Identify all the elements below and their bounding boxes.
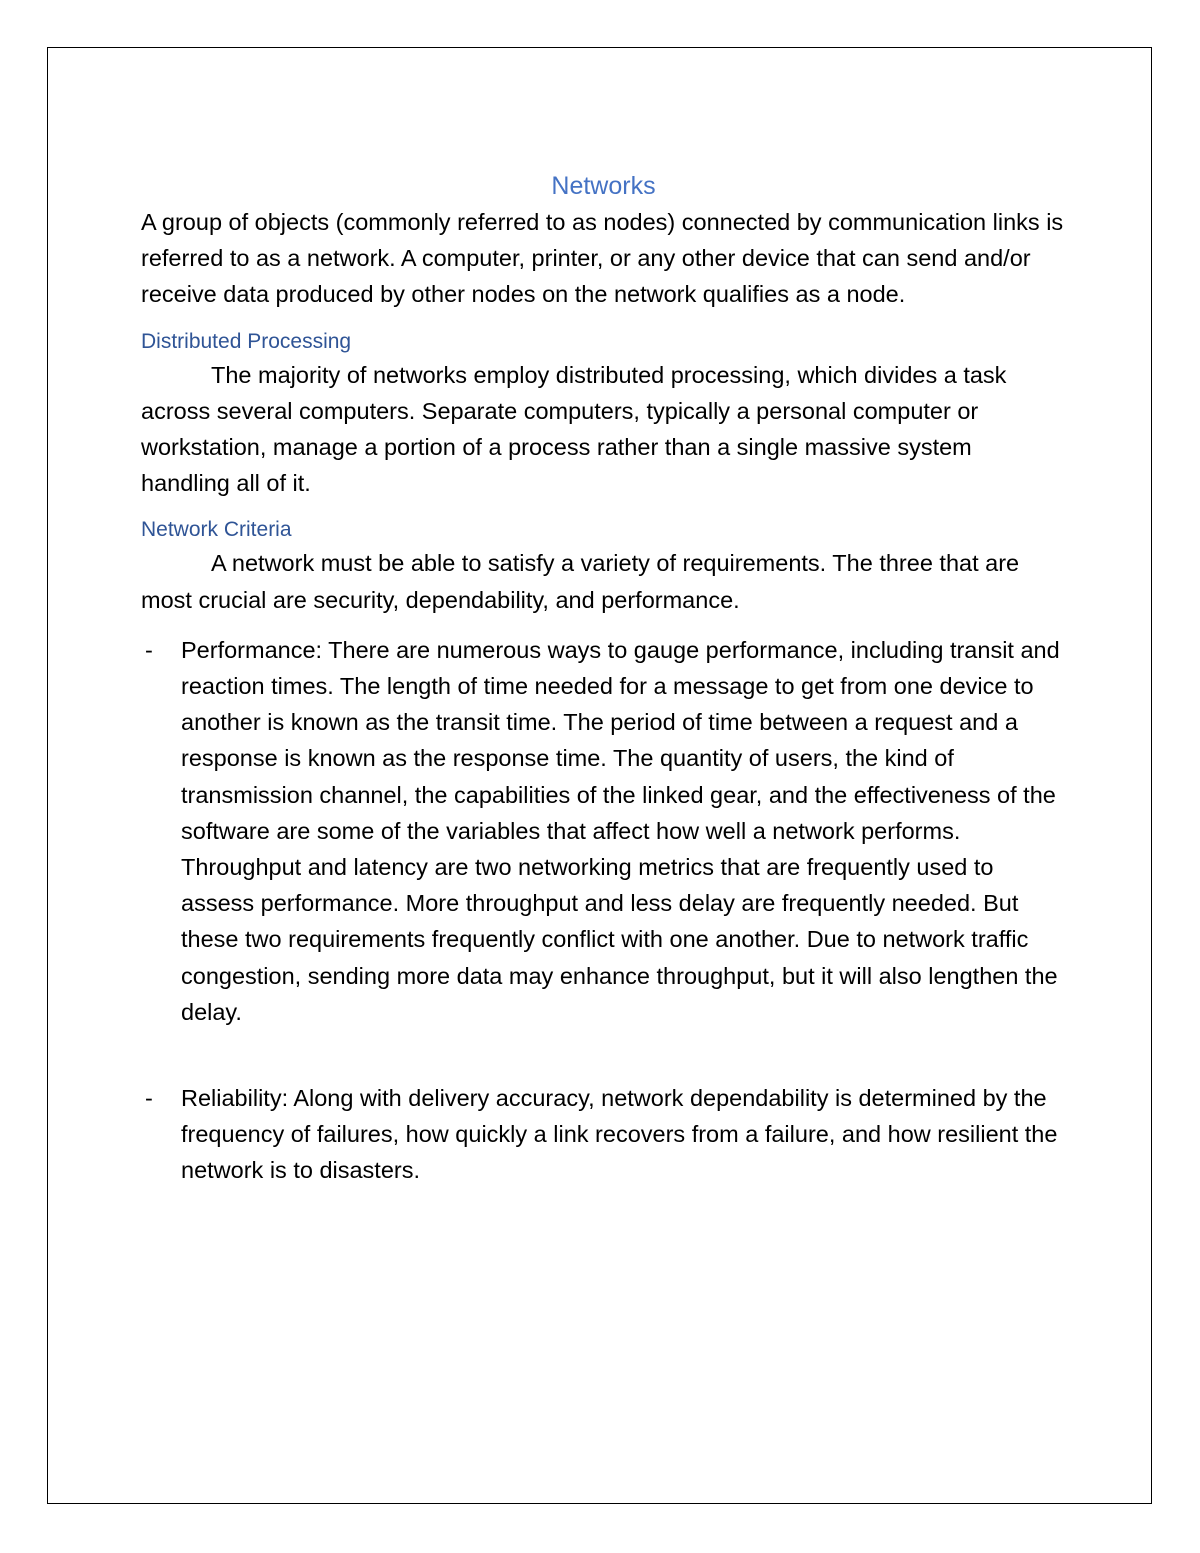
section-body-distributed-processing: The majority of networks employ distributed processing, which divides a task across several computers. Separate computers, typically a personal computer or workstation, manage a portion of a process rather than a single massive system handling all of it. xyxy=(141,361,1007,497)
list-item-performance xyxy=(141,632,1066,1066)
section-body-network-criteria: A network must be able to satisfy a variety of requirements. The three that are most crucial are security, dependability, and performance. xyxy=(141,550,1020,613)
section-heading-distributed-processing: Distributed Processing xyxy=(141,329,352,353)
list-item-reliability xyxy=(141,1080,1066,1189)
performance-continuation: Throughput and latency are two networking metrics that are frequently used to assess performance. More throughput and less delay are frequently needed. But these two requirements frequently conflict with one another. Due to network traffic congestion, sending more data may enhance throughput, but it will also lengthen the delay. xyxy=(181,854,1058,1025)
document-body xyxy=(141,168,1066,1189)
intro-paragraph: A group of objects (commonly referred to as nodes) connected by communication links is referred to as a network. A computer, printer, or any other device that can send and/or receive data produced by other nodes on the network qualifies as a node. xyxy=(141,209,1064,308)
reliability-text: Reliability: Along with delivery accuracy, network dependability is determined by the frequency of failures, how quickly a link recovers from a failure, and how resilient the network is to disasters. xyxy=(181,1085,1058,1184)
blank-line xyxy=(181,1030,1066,1066)
performance-text: Performance: There are numerous ways to gauge performance, including transit and reaction times. The length of time needed for a message to get from one device to another is known as the transit time. The period of time between a request and a response is known as the response time. The quantity of users, the kind of transmission channel, the capabilities of the linked gear, and the effectiveness of the software are some of the variables that affect how well a network performs. xyxy=(181,636,1060,844)
bullet-marker: - xyxy=(145,636,153,663)
criteria-list xyxy=(141,632,1066,1189)
document-title: Networks xyxy=(551,172,656,200)
section-heading-network-criteria: Network Criteria xyxy=(141,518,292,542)
bullet-marker: - xyxy=(145,1085,153,1112)
